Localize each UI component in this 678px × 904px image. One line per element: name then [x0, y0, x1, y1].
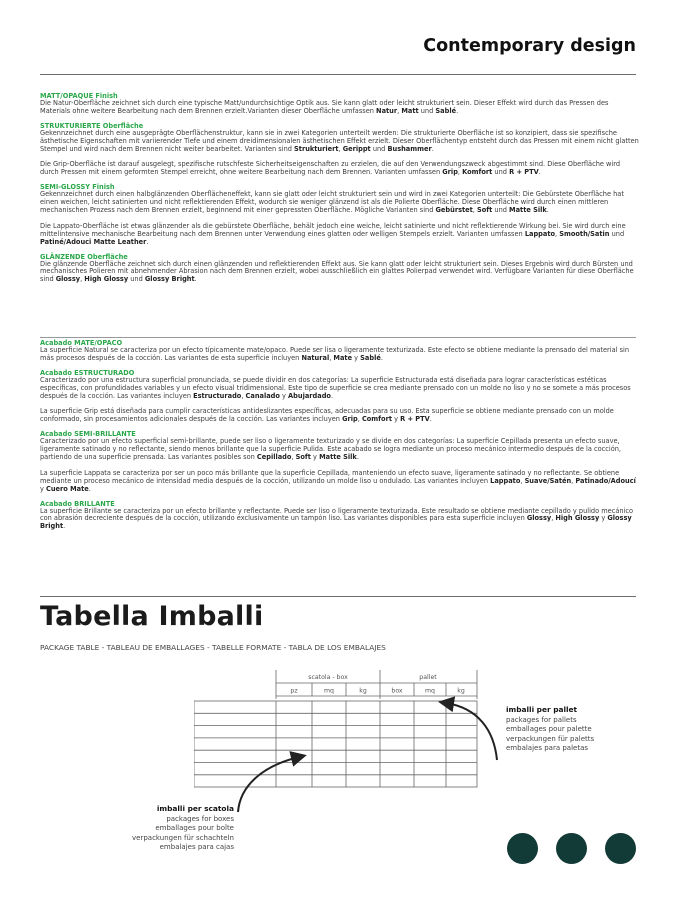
text-run: . — [538, 168, 541, 177]
text-run: y — [352, 353, 361, 362]
variant-name: Mate — [333, 353, 353, 362]
variant-name: Lappato — [490, 476, 521, 485]
variant-name: Natur — [376, 106, 398, 115]
variant-name: Patiné/Adouci Matte Leather — [40, 237, 147, 246]
text-run: , — [241, 391, 246, 400]
text-run: , — [397, 106, 402, 115]
text-run: und — [370, 144, 388, 153]
pallet-note-line: verpackungen für paletts — [506, 734, 595, 743]
finish-heading: Acabado SEMI-BRILLANTE — [40, 430, 136, 439]
finish-heading: Acabado MATE/OPACO — [40, 339, 123, 347]
variant-name: Komfort — [462, 168, 493, 177]
variant-name: Suave/Satén — [524, 476, 572, 485]
page-title: Contemporary design — [423, 36, 636, 56]
variant-name: Grip — [442, 168, 458, 177]
variant-name: Grip — [342, 415, 358, 424]
variant-name: Canalado — [245, 391, 280, 400]
text-run: . — [431, 144, 434, 153]
text-run: , — [80, 275, 85, 284]
variant-name: R + PTV — [400, 415, 430, 424]
dot — [605, 833, 636, 864]
text-run: . — [330, 391, 334, 400]
box-note-line: embalajes para cajas — [159, 843, 234, 851]
variant-name: Estructurado — [193, 391, 242, 400]
text-run: Die glänzende Oberfläche zeichnet sich durch einen glänzenden und reflektierenden Effekt aus. Sie kann glatt oder leicht strukturiert sein. Dieses Ergebnis wird durch Bürsten und mechanisches Polieren mit abnehmender Abrasion nach dem Brennen erzielt, wobei ausschließlich ein glattes Polierpad verwendet wird. Verfügbare Varianten für diese Oberfläche sind — [40, 259, 634, 284]
variant-name: Soft — [295, 453, 311, 462]
box-group-header: scatola - box — [308, 674, 348, 681]
col-pallet-box: box — [391, 687, 403, 695]
variant-name: Lappato — [524, 229, 556, 238]
variant-name: Sablé — [435, 106, 457, 115]
text-run: y — [279, 391, 289, 400]
pallet-note — [506, 705, 594, 754]
variant-name: Matte Silk — [509, 206, 547, 215]
text-run: y — [391, 415, 401, 424]
variant-name: Matt — [401, 106, 419, 115]
variant-name: High Glossy — [84, 275, 129, 284]
text-run: La superficie Natural se caracteriza por un efecto típicamente mate/opaco. Puede ser lisa o ligeramente texturizada. Este efecto se obtiene mediante la prensado del material sin más procesos después de la cocción. Las variantes de esta superficie incluyen — [40, 346, 630, 362]
variant-name: Bushammer — [387, 144, 432, 153]
text-run: Die Grip-Oberfläche ist darauf ausgelegt, spezifische rutschfeste Sicherheitseigenschaften zu erzielen, die auf den Verwendungszweck abgestimmt sind. Diese Oberfläche wird durch Pressen mit einem geformten Stempel erreicht, ohne weitere Bearbeitung nach dem Brennen. Varianten umfassen — [40, 160, 621, 177]
pallet-note-line: packages for pallets — [506, 715, 577, 724]
text-run: , — [571, 476, 576, 485]
text-run: La superficie Grip está diseñada para cumplir características antideslizantes específicas, adecuadas para su uso. Esta superficie se obtiene mediante prensado con un molde conformado, sin procesamientos adicionales después de la cocción. Las variantes incluyen — [40, 407, 614, 424]
text-run: und — [418, 106, 436, 115]
box-note-title: imballi per scatola — [156, 804, 234, 813]
box-note-line: verpackungen für schachteln — [132, 833, 234, 842]
col-box-kg: kg — [359, 687, 367, 695]
pallet-note-line: embalajes para paletas — [506, 744, 589, 752]
pallet-arrow — [446, 703, 497, 760]
text-run: Caracterizado por un efecto superficial semi-brillante, puede ser liso o ligeramente texturizado y se divide en dos categorías: La superficie Cepillada presenta un efecto suave, ligeramente satinado y no reflectante, siendo menos brillante que la superficie Pulida. Este acabado se logra mediante un proceso mecánico intermedio después de la cocción, partiendo de una superficie prensada. Las variantes posibles son — [40, 437, 622, 462]
text-run: Die Natur-Oberfläche zeichnet sich durch eine typische Matt/undurchsichtige Optik aus. Sie kann glatt oder leicht strukturiert sein. Dieser Effekt wird durch das Pressen des Materials ohne weitere Bearbeitung nach dem Brennen erzielt. — [40, 99, 609, 115]
text-run: , — [551, 514, 556, 523]
finish-heading: STRUKTURIERTE Oberfläche — [40, 121, 144, 130]
text-run: . — [429, 415, 432, 424]
finish-heading: MATT/OPAQUE Finish — [40, 92, 118, 100]
package-table-title: Tabella Imballi — [40, 601, 264, 632]
col-pallet-mq: mq — [425, 687, 435, 695]
text-run: , — [457, 168, 463, 177]
text-run: und — [492, 206, 510, 215]
text-run: Gekennzeichnet durch einen halbglänzenden Oberflächeneffekt, kann sie glatt oder leicht strukturiert sein und wird in zwei Kategorien unterteilt: Die Gebürstete Oberfläche hat einen weichen, leicht satinierten und nicht reflektierenden Effekt, wodurch sie weniger glänzend ist als die Polierte Oberfläche. Diese Oberfläche wird durch einen mittleren mechanischen Prozess nach dem Brennen erzielt, beginnend mit einer gepressten Oberfläche. Mögliche Varianten sind — [40, 190, 624, 215]
variant-name: R + PTV — [509, 168, 539, 177]
variant-name: Glossy Bright — [40, 514, 632, 531]
variant-name: Gerippt — [342, 144, 371, 153]
decorative-dots — [507, 833, 636, 864]
variant-name: Gebürstet — [435, 206, 473, 215]
text-run: . — [146, 237, 149, 246]
box-note — [132, 804, 234, 853]
variant-name: Sablé — [360, 353, 381, 362]
text-run: . — [380, 353, 383, 362]
text-run: und — [492, 168, 510, 177]
text-run: . — [63, 522, 66, 531]
variant-name: Glossy — [526, 514, 552, 523]
col-box-pz: pz — [290, 687, 298, 695]
variant-name: Glossy — [55, 275, 81, 284]
text-run: Caracterizado por una estructura superficial pronunciada, se puede dividir en dos categorías: La superficie Estructurada está diseñada para lograr características estéticas específicas, con profundidades variables y un efecto visual tridimensional. Este tipo de superficie se crea mediante prensado con un molde no liso y no se somete a más procesos después de la cocción. Las variantes incluyen — [40, 375, 631, 400]
text-run: . — [88, 484, 91, 493]
package-table-subtitle: PACKAGE TABLE - TABLEAU DE EMBALLAGES - TABELLE FORMATE - TABLA DE LOS EMBALAJES — [40, 643, 386, 652]
text-run: und — [128, 275, 145, 284]
text-run: , — [472, 206, 477, 215]
pallet-note-line: emballages pour palette — [506, 725, 592, 733]
text-run: , — [291, 453, 296, 462]
text-run: La superficie Brillante se caracteriza por un efecto brillante y reflectante. Puede ser liso o ligeramente texturizada. Este resultado se obtiene mediante cepillado y pulido mecánico con abrasión decreciente después de la cocción, utilizando exclusivamente un tampón liso. Las variantes disponibles para esta superficie incluyen — [40, 506, 634, 523]
text-run: y — [310, 453, 320, 462]
box-note-line: emballages pour boîte — [155, 824, 234, 832]
variant-name: Cepillado — [256, 453, 292, 462]
finish-heading: GLÄNZENDE Oberfläche — [40, 252, 128, 261]
variant-name: Smooth/Satin — [559, 229, 610, 238]
text-run: , — [338, 144, 343, 153]
variant-name: Abujardado — [288, 391, 331, 400]
variant-name: High Glossy — [555, 514, 600, 523]
finish-heading: SEMI-GLOSSY Finish — [40, 183, 115, 192]
text-run: y — [40, 484, 46, 493]
box-arrow — [238, 757, 299, 812]
text-run: , — [357, 415, 362, 424]
text-run: . — [194, 275, 197, 284]
text-run: , — [329, 353, 334, 362]
pallet-group-header: pallet — [419, 674, 437, 681]
text-run: . — [456, 106, 459, 115]
variant-name: Natural — [301, 353, 330, 362]
dot — [507, 833, 538, 864]
variant-name: Strukturiert — [294, 144, 339, 153]
finish-heading: Acabado ESTRUCTURADO — [40, 368, 135, 377]
variant-name: Glossy Bright — [144, 275, 195, 284]
text-run: und — [609, 229, 625, 238]
pallet-note-title: imballi per pallet — [506, 705, 578, 714]
box-note-line: packages for boxes — [166, 814, 234, 823]
variant-name: Soft — [476, 206, 493, 215]
dot — [556, 833, 587, 864]
text-run: y — [599, 514, 608, 523]
variant-name: Cuero Mate — [46, 484, 89, 493]
text-run: , — [555, 229, 560, 238]
text-run: . — [356, 453, 359, 462]
col-pallet-kg: kg — [457, 687, 465, 695]
variant-name: Patinado/Adoucí — [575, 476, 636, 485]
text-run: . — [546, 206, 549, 215]
variant-name: Comfort — [361, 415, 392, 424]
finish-heading: Acabado BRILLANTE — [40, 499, 115, 508]
col-box-mq: mq — [324, 687, 334, 695]
variant-name: Matte Silk — [319, 453, 357, 462]
text-run: La superficie Lappata se caracteriza por ser un poco más brillante que la superficie Cepillada, manteniendo un efecto suave, ligeramente satinado y no reflectante. Se obtiene mediante un proceso mecánico de intensidad media después de la cocción, utilizando un molde liso u ondulado. Las variantes incluyen — [40, 468, 620, 485]
text-run: , — [520, 476, 525, 485]
text-run: Die Lappato-Oberfläche ist etwas glänzender als die gebürstete Oberfläche, behält jedoch eine weiche, leicht satinierte und nicht reflektierende Wirkung bei. Sie wird durch eine mittelintensive mechanische Bearbeitung nach dem Brennen unter Verwendung eines glatten oder welligen Stempels erzielt. Varianten umfassen — [40, 221, 626, 238]
text-run: Gekennzeichnet durch eine ausgeprägte Oberflächenstruktur, kann sie in zwei Kategorien unterteilt werden: Die strukturierte Oberfläche ist so konzipiert, dass sie spezifische ästhetische Eigenschaften mit variierender Tiefe und einem dreidimensionalen ästhetischen Effekt erzielt. Dieser Oberflächentyp entsteht durch das Pressen mit einem nicht glatten Stempel und wird nach dem Brennen nicht weiter bearbeitet. Varianten sind — [40, 128, 639, 153]
text-run: Varianten dieser Oberfläche umfassen — [247, 106, 377, 115]
